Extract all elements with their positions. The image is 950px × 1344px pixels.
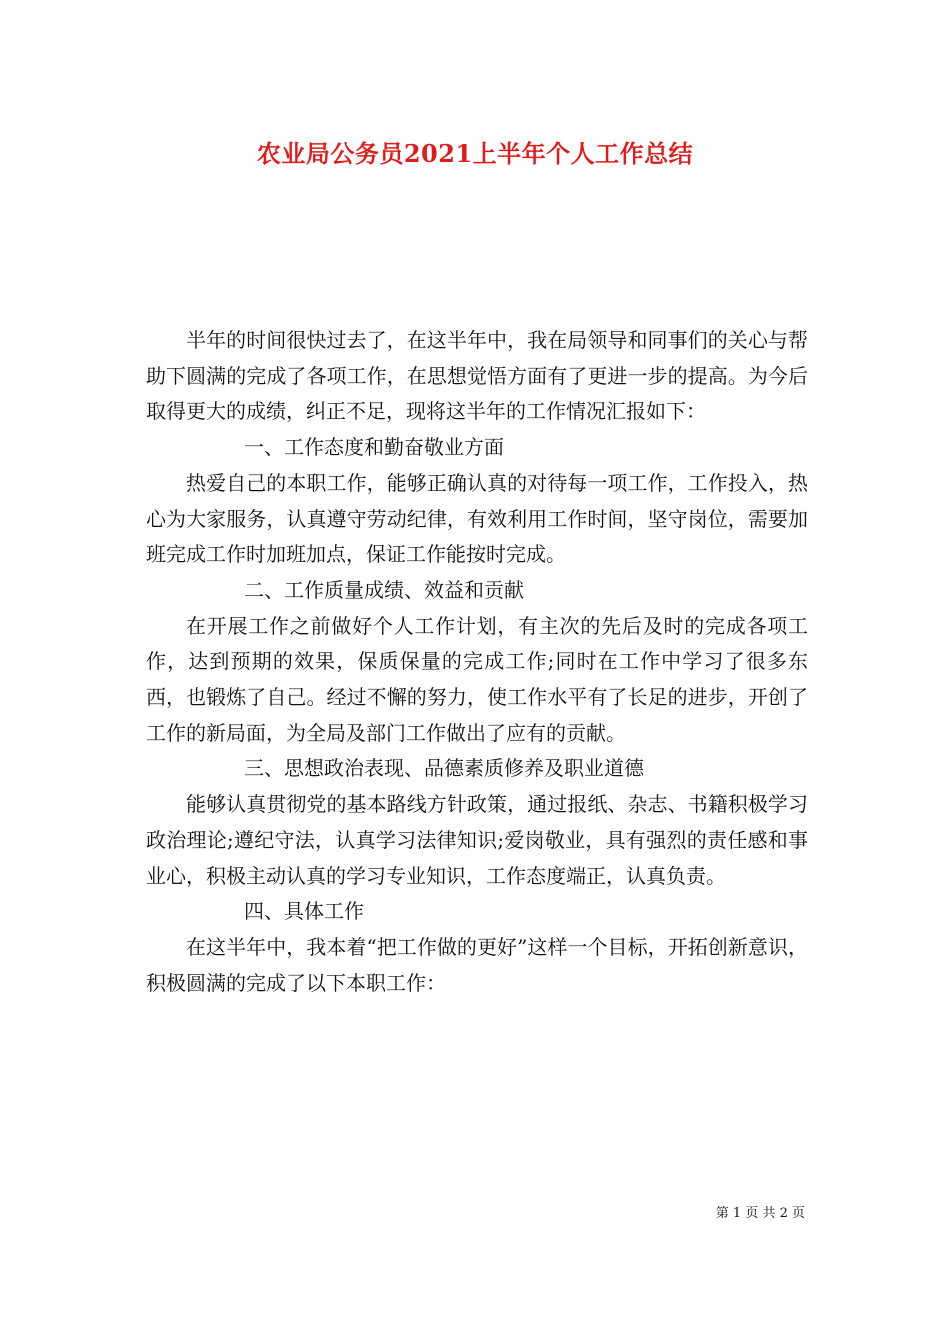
section-heading-3: 三、思想政治表现、品德素质修养及职业道德 [244, 756, 644, 781]
section-heading-4: 四、具体工作 [244, 899, 364, 924]
document-title: 农业局公务员2021上半年个人工作总结 [256, 139, 694, 168]
document-body [146, 323, 808, 1001]
section-heading-1: 一、工作态度和勤奋敬业方面 [244, 435, 504, 460]
page-number-footer: 第 1 页 共 2 页 [715, 1206, 805, 1221]
section-paragraph-4: 在这半年中，我本着“把工作做的更好”这样一个目标，开拓创新意识，积极圆满的完成了以下本职工作： [146, 934, 808, 995]
intro-paragraph: 半年的时间很快过去了，在这半年中，我在局领导和同事们的关心与帮助下圆满的完成了各项工作，在思想觉悟方面有了更进一步的提高。为今后取得更大的成绩，纠正不足，现将这半年的工作情况汇报如下： [146, 328, 808, 424]
section-heading-2: 二、工作质量成绩、效益和贡献 [244, 577, 524, 602]
section-paragraph-1: 热爱自己的本职工作，能够正确认真的对待每一项工作，工作投入，热心为大家服务，认真遵守劳动纪律，有效利用工作时间，坚守岗位，需要加班完成工作时加班加点，保证工作能按时完成。 [146, 470, 808, 567]
section-paragraph-2: 在开展工作之前做好个人工作计划，有主次的先后及时的完成各项工作，达到预期的效果，保质保量的完成工作;同时在工作中学习了很多东西，也锻炼了自己。经过不懈的努力，使工作水平有了长足的进步，开创了工作的新局面，为全局及部门工作做出了应有的贡献。 [146, 613, 808, 745]
section-paragraph-3: 能够认真贯彻党的基本路线方针政策，通过报纸、杂志、书籍积极学习政治理论;遵纪守法，认真学习法律知识;爱岗敬业，具有强烈的责任感和事业心，积极主动认真的学习专业知识，工作态度端正，认真负责。 [146, 792, 808, 888]
